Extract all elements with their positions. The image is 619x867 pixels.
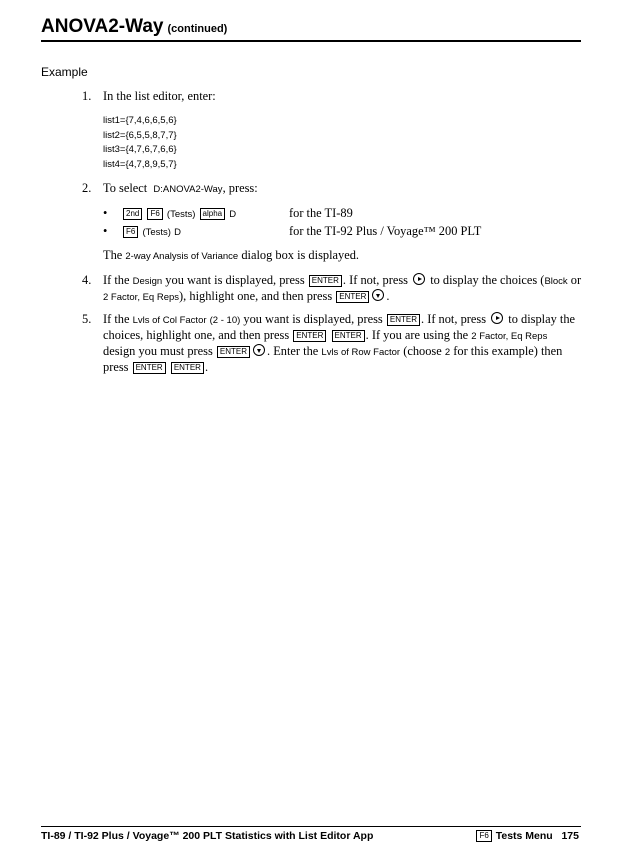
step-text-part: . If not, press bbox=[421, 312, 487, 326]
option-two-factor: 2 Factor, Eq Reps bbox=[103, 292, 180, 303]
page-title-text: ANOVA2-Way bbox=[41, 16, 164, 37]
option-row-factor: Lvls of Row Factor bbox=[321, 347, 401, 358]
step-number: 5. bbox=[82, 312, 92, 326]
list-entries bbox=[103, 114, 177, 172]
key-enter: ENTER bbox=[217, 346, 250, 358]
step-text-part: If the bbox=[103, 312, 130, 326]
step-number: 1. bbox=[82, 89, 92, 103]
step-text-part: . bbox=[386, 289, 390, 303]
dialog-name: 2-way Analysis of Variance bbox=[125, 251, 239, 262]
step-1 bbox=[82, 89, 582, 104]
step-text-part: you want is displayed, press bbox=[243, 312, 383, 326]
option-design: Design bbox=[132, 276, 163, 287]
option-block: Block bbox=[544, 276, 568, 287]
step-text-part: To select bbox=[103, 181, 148, 195]
option-range: (2 - 10) bbox=[209, 315, 241, 326]
key-f6: F6 bbox=[123, 226, 138, 238]
target-device: for the TI-89 bbox=[289, 206, 353, 220]
menu-label: (Tests) bbox=[142, 227, 171, 238]
target-device: for the TI-92 Plus / Voyage™ 200 PLT bbox=[289, 224, 482, 238]
note-text: The bbox=[103, 248, 123, 262]
page-footer bbox=[41, 826, 581, 842]
page-title bbox=[41, 16, 227, 40]
dialog-note bbox=[103, 248, 359, 264]
footer-book-title: TI-89 / TI-92 Plus / Voyage™ 200 PLT Statistics with List Editor App bbox=[41, 830, 374, 842]
step-text bbox=[103, 273, 582, 305]
list-entry: list4={4,7,8,9,5,7} bbox=[103, 158, 177, 170]
menu-letter: D bbox=[174, 227, 181, 238]
step-text-part: or bbox=[570, 273, 582, 287]
step-text-part: (choose bbox=[403, 344, 442, 358]
step-text-part: to display the choices ( bbox=[430, 273, 545, 287]
keystroke-sequence bbox=[122, 206, 236, 222]
step-text-part: ), highlight one, and then press bbox=[179, 289, 333, 303]
step-text-part: . If you are using the bbox=[365, 328, 469, 342]
key-2nd: 2nd bbox=[123, 208, 142, 220]
arrow-right-icon bbox=[491, 312, 503, 324]
key-enter: ENTER bbox=[387, 314, 420, 326]
key-f6: F6 bbox=[147, 208, 162, 220]
key-enter: ENTER bbox=[171, 362, 204, 374]
step-text-part: , press: bbox=[222, 181, 258, 195]
bullet: • bbox=[103, 224, 108, 238]
key-enter: ENTER bbox=[293, 330, 326, 342]
key-enter: ENTER bbox=[332, 330, 365, 342]
page-header bbox=[41, 16, 581, 42]
arrow-down-icon bbox=[372, 289, 384, 301]
menu-letter: D bbox=[229, 209, 237, 220]
arrow-down-icon bbox=[253, 344, 265, 356]
step-number: 4. bbox=[82, 273, 92, 287]
option-two-factor: 2 Factor, Eq Reps bbox=[471, 331, 548, 342]
note-text: dialog box is displayed. bbox=[241, 248, 360, 262]
step-5 bbox=[82, 312, 582, 375]
value-two: 2 bbox=[444, 347, 451, 358]
step-text-part: . bbox=[204, 360, 209, 374]
step-text bbox=[103, 312, 582, 375]
menu-label: (Tests) bbox=[166, 209, 196, 220]
menu-item-name: D:ANOVA2-Way bbox=[153, 184, 223, 195]
step-text-part: . Enter the bbox=[267, 344, 319, 358]
footer-section bbox=[475, 830, 579, 843]
key-f6: F6 bbox=[476, 830, 491, 842]
section-heading: Example bbox=[41, 65, 88, 79]
step-text: In the list editor, enter: bbox=[103, 89, 216, 103]
option-col-factor: Lvls of Col Factor bbox=[132, 315, 207, 326]
list-entry: list3={4,7,6,7,6,6} bbox=[103, 144, 177, 155]
step-text-part: you want is displayed, press bbox=[165, 273, 305, 287]
footer-section-name: Tests Menu bbox=[495, 830, 553, 842]
page-number: 175 bbox=[561, 830, 579, 842]
list-entry: list2={6,5,5,8,7,7} bbox=[103, 129, 177, 141]
key-enter: ENTER bbox=[309, 275, 342, 287]
bullet: • bbox=[103, 206, 108, 220]
key-enter: ENTER bbox=[336, 291, 369, 303]
key-enter: ENTER bbox=[133, 362, 166, 374]
arrow-right-icon bbox=[413, 273, 425, 285]
step-text-part: If the bbox=[103, 273, 130, 287]
step-text-part: for this example) then press bbox=[103, 344, 563, 374]
list-entry: list1={7,4,6,6,5,6} bbox=[103, 115, 177, 126]
continued-label: (continued) bbox=[167, 23, 228, 35]
key-alpha: alpha bbox=[200, 208, 226, 220]
step-text-part: . If not, press bbox=[342, 273, 408, 287]
step-text-part: to display the choices, highlight one, and then press bbox=[103, 312, 576, 342]
step-text-part: design you must press bbox=[103, 344, 213, 358]
step-number: 2. bbox=[82, 181, 92, 195]
step-4 bbox=[82, 273, 582, 305]
step-text bbox=[103, 181, 582, 197]
keystroke-sequence bbox=[122, 224, 181, 240]
step-2 bbox=[82, 181, 582, 197]
